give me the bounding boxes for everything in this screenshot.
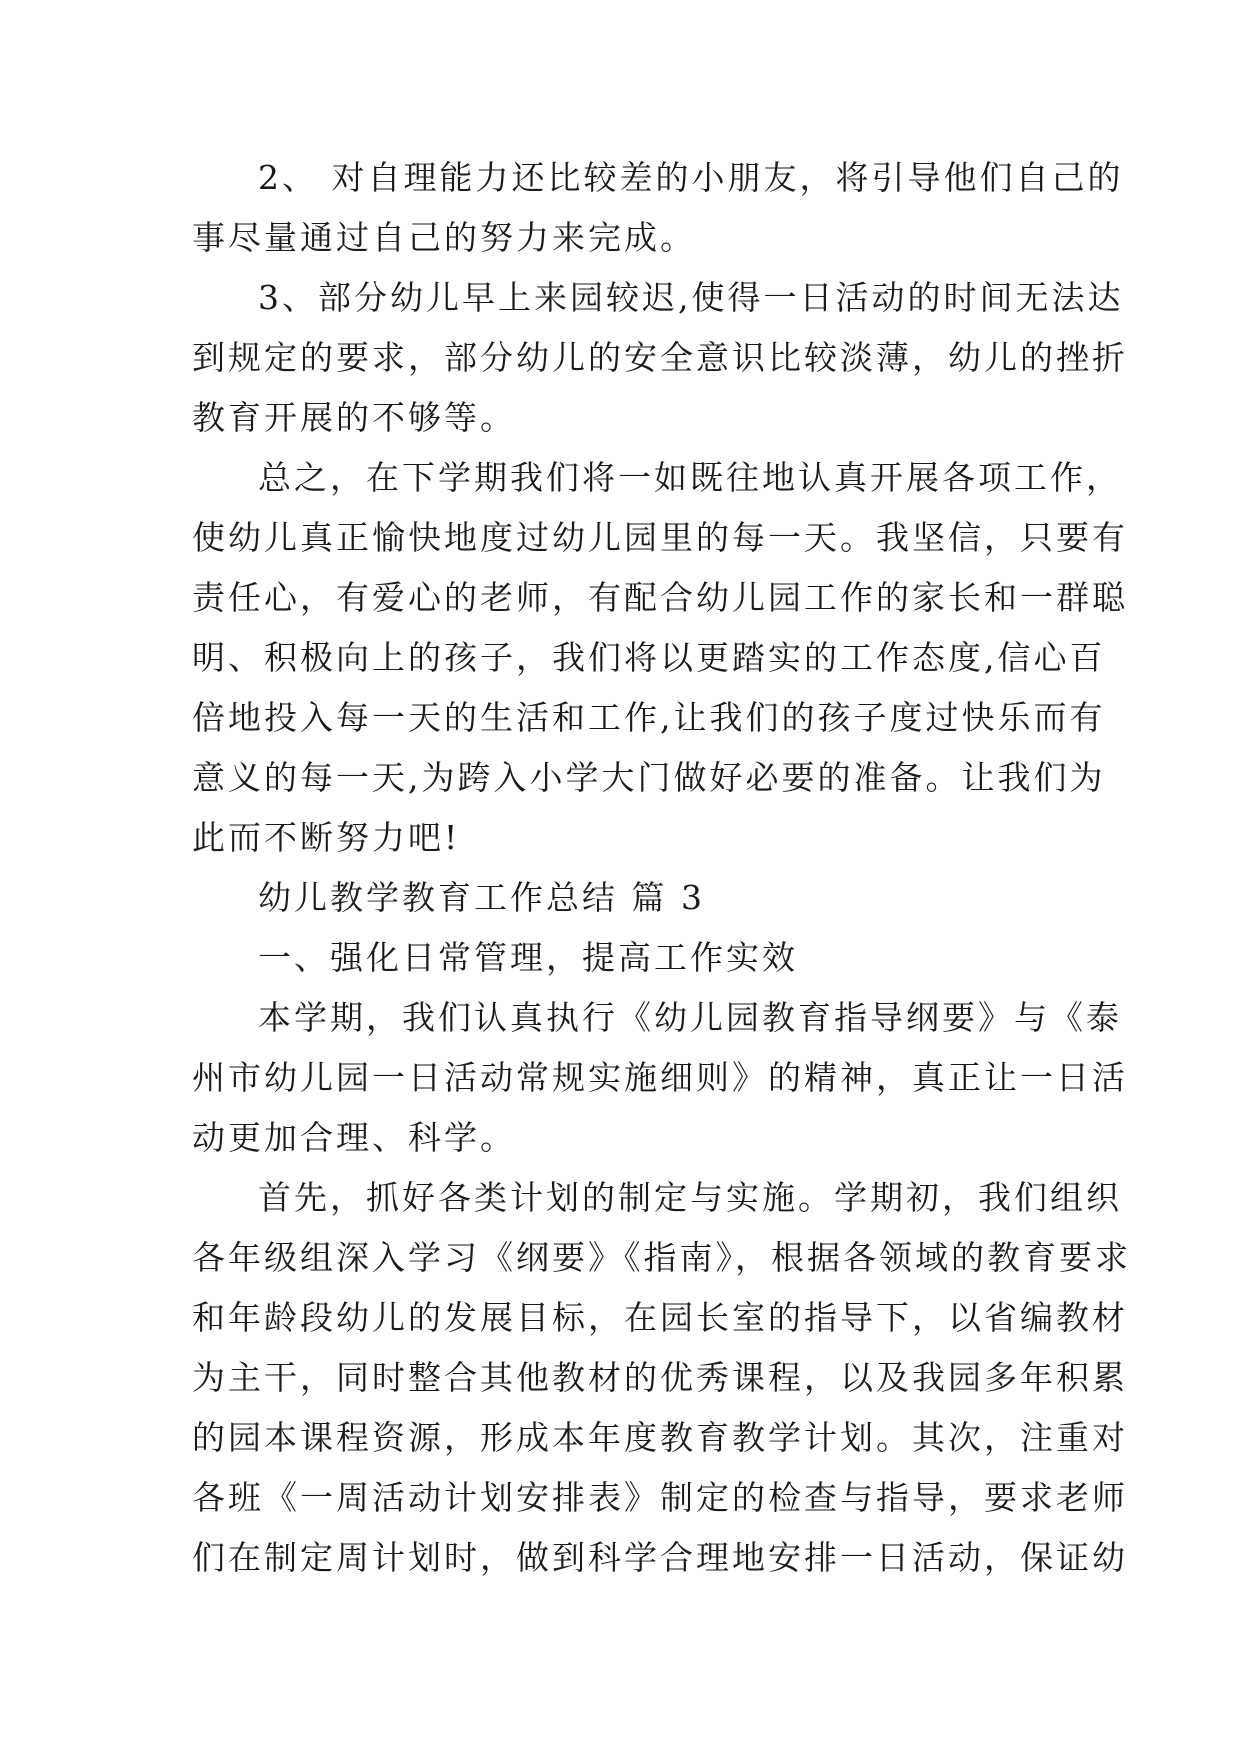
text-line: 本学期，我们认真执行《幼儿园教育指导纲要》与《泰 — [258, 998, 1122, 1037]
subsection-heading: 一、强化日常管理，提高工作实效 — [258, 938, 798, 977]
text-line: 倍地投入每一天的生活和工作,让我们的孩子度过快乐而有 — [192, 698, 1106, 737]
section-heading: 幼儿教学教育工作总结 篇 3 — [258, 878, 705, 917]
text-line: 动更加合理、科学。 — [192, 1118, 516, 1157]
text-line: 事尽量通过自己的努力来完成。 — [192, 218, 696, 257]
text-line: 各年级组深入学习《纲要》《指南》，根据各领域的教育要求 — [192, 1238, 1131, 1277]
text-line: 使幼儿真正愉快地度过幼儿园里的每一天。我坚信，只要有 — [192, 518, 1128, 557]
text-line: 总之，在下学期我们将一如既往地认真开展各项工作， — [258, 458, 1122, 497]
text-line: 们在制定周计划时，做到科学合理地安排一日活动，保证幼 — [192, 1538, 1128, 1577]
text-line: 意义的每一天,为跨入小学大门做好必要的准备。让我们为 — [192, 758, 1106, 797]
text-line: 明、积极向上的孩子，我们将以更踏实的工作态度,信心百 — [192, 638, 1106, 677]
text-line: 此而不断努力吧! — [192, 818, 461, 857]
text-line: 到规定的要求，部分幼儿的安全意识比较淡薄，幼儿的挫折 — [192, 338, 1128, 377]
text-line: 各班《一周活动计划安排表》制定的检查与指导，要求老师 — [192, 1478, 1128, 1517]
text-line: 的园本课程资源，形成本年度教育教学计划。其次，注重对 — [192, 1418, 1128, 1457]
text-line: 为主干，同时整合其他教材的优秀课程，以及我园多年积累 — [192, 1358, 1128, 1397]
text-line: 教育开展的不够等。 — [192, 398, 516, 437]
text-line: 州市幼儿园一日活动常规实施细则》的精神，真正让一日活 — [192, 1058, 1128, 1097]
text-line: 和年龄段幼儿的发展目标，在园长室的指导下，以省编教材 — [192, 1298, 1128, 1337]
text-line: 2、 对自理能力还比较差的小朋友，将引导他们自己的 — [258, 158, 1124, 197]
text-line: 首先，抓好各类计划的制定与实施。学期初，我们组织 — [258, 1178, 1122, 1217]
text-line: 3、部分幼儿早上来园较迟,使得一日活动的时间无法达 — [258, 278, 1124, 317]
document-body — [192, 148, 1131, 1588]
text-line: 责任心，有爱心的老师，有配合幼儿园工作的家长和一群聪 — [192, 578, 1128, 617]
